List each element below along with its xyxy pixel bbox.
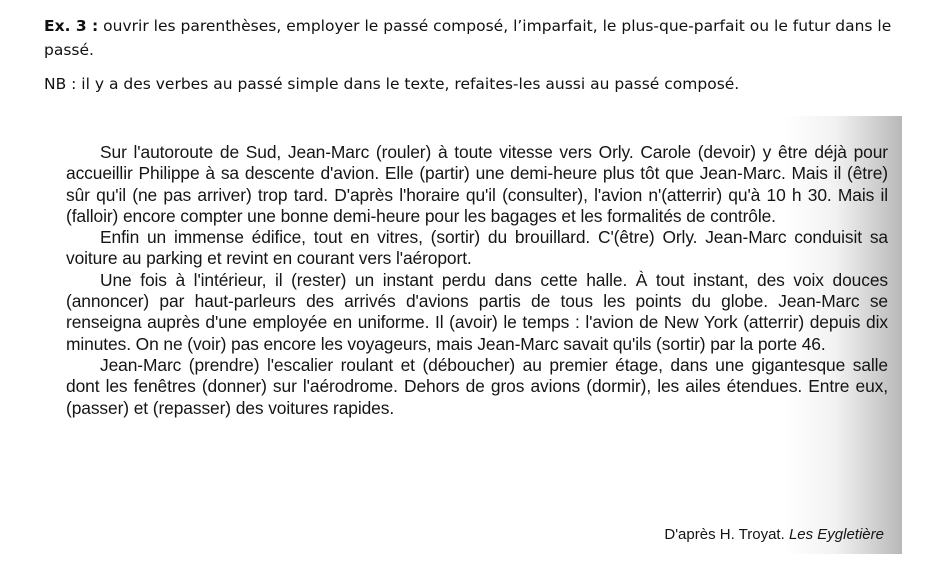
exercise-text: ouvrir les parenthèses, employer le passé composé, l’imparfait, le plus-que-parfait ou le futur dans le passé. <box>44 17 892 59</box>
exercise-note: NB : il y a des verbes au passé simple dans le texte, refaites-les aussi au passé composé. <box>44 75 740 93</box>
passage-paragraph-1: Sur l'autoroute de Sud, Jean-Marc (rouler) à toute vitesse vers Orly. Carole (devoir) y être déjà pour accueillir Philippe à sa descente d'avion. Elle (partir) une demi-heure plus tôt que Jean-Marc. Mais il (être) sûr qu'il (ne pas arriver) trop tard. D'après l'horaire qu'il (consulter), l'avion n'(atterrir) qu'à 10 h 30. Mais il (falloir) encore compter une bonne demi-heure pour les bagages et les formalités de contrôle. <box>66 142 888 226</box>
exercise-instructions <box>44 14 914 106</box>
credit-prefix: D'après H. Troyat. <box>664 526 789 543</box>
passage-paragraph-4: Jean-Marc (prendre) l'escalier roulant et (déboucher) au premier étage, dans une gigantesque salle dont les fenêtres (donner) sur l'aérodrome. Dehors de gros avions (dormir), les ailes étendues. Entre eux, (passer) et (repasser) des voitures rapides. <box>66 354 888 418</box>
passage-paragraph-3: Une fois à l'intérieur, il (rester) un instant perdu dans cette halle. À tout instant, des voix douces (annoncer) par haut-parleurs des arrivés d'avions partis de tous les points du globe. Jean-Marc se renseigna auprès d'une employée en uniforme. Il (avoir) le temps : l'avion de New York (atterrir) depuis dix minutes. On ne (voir) pas encore les voyageurs, mais Jean-Marc savait qu'ils (sortir) par la porte 46. <box>66 269 888 354</box>
scanned-passage <box>62 116 902 554</box>
passage-text <box>66 142 888 419</box>
passage-credit <box>664 526 884 543</box>
exercise-label: Ex. 3 : <box>44 17 99 35</box>
credit-title: Les Eygletière <box>788 526 884 543</box>
exercise-statement <box>44 14 914 62</box>
passage-paragraph-2: Enfin un immense édifice, tout en vitres, (sortir) du brouillard. C'(être) Orly. Jean-Marc conduisit sa voiture au parking et revint en courant vers l'aéroport. <box>66 227 888 269</box>
